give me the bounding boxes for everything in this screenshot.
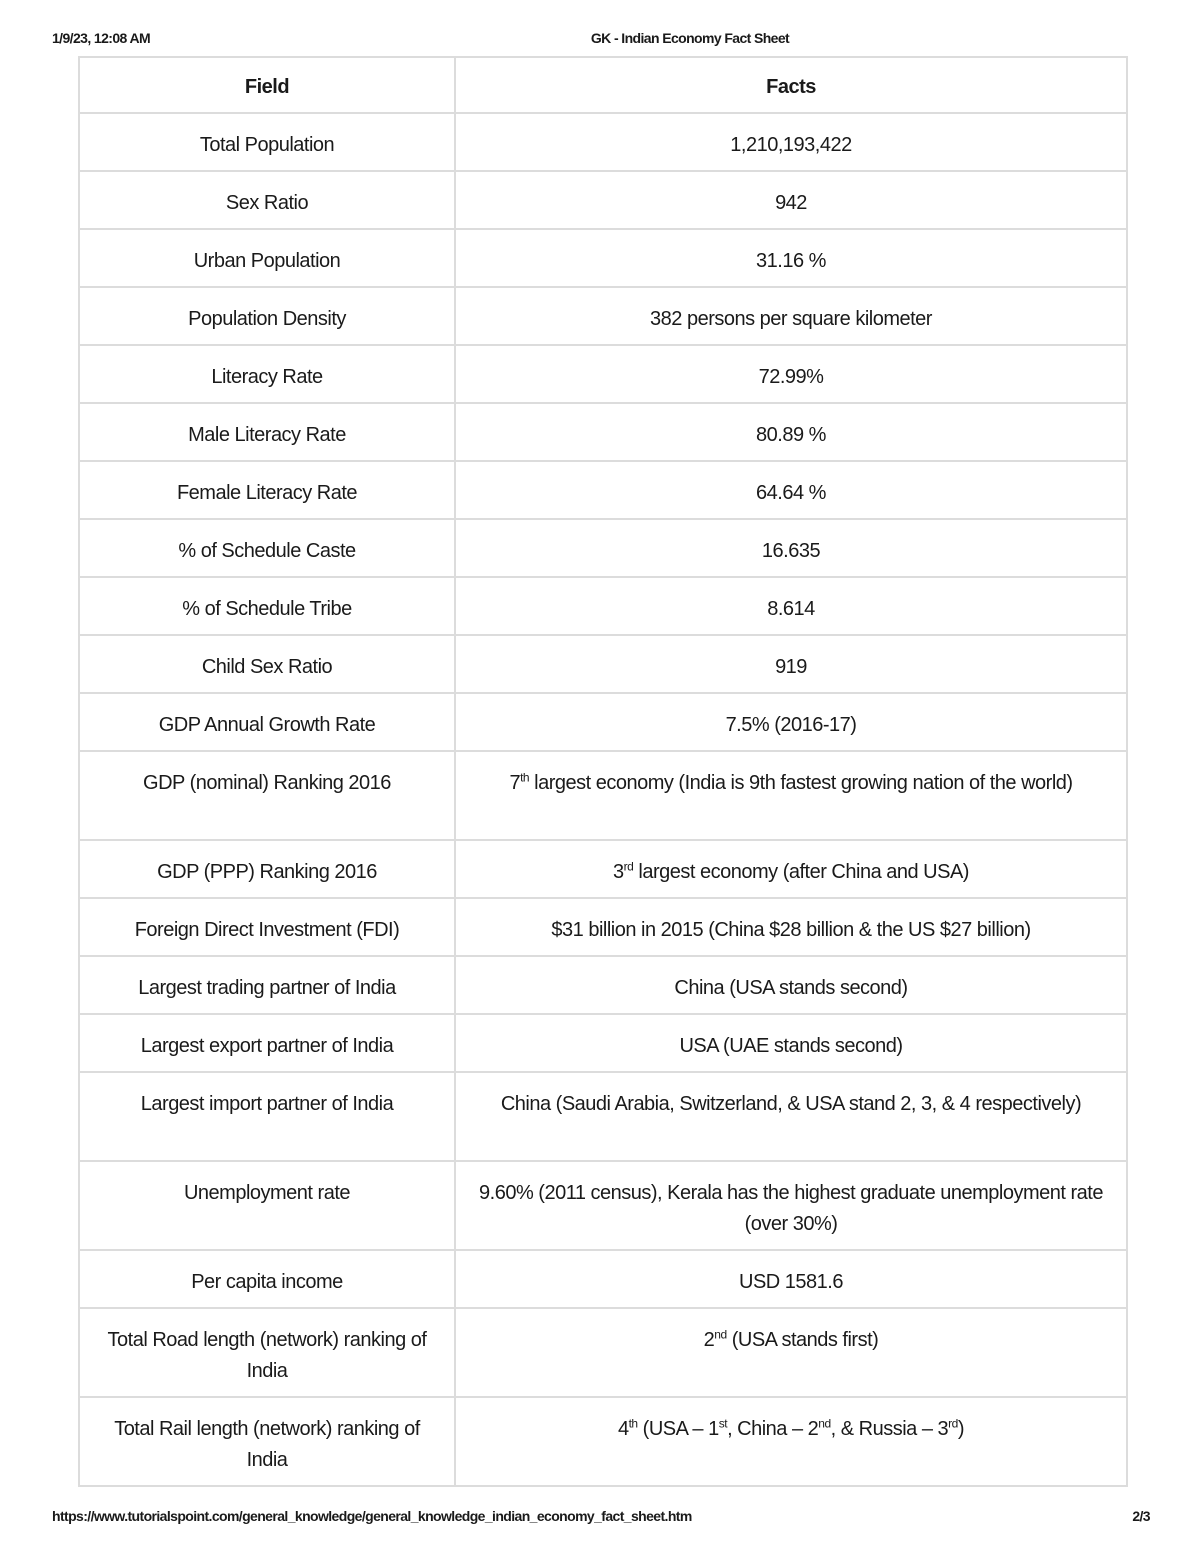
fact-cell: 7.5% (2016-17): [455, 693, 1127, 751]
fact-cell: China (Saudi Arabia, Switzerland, & USA stand 2, 3, & 4 respectively): [455, 1072, 1127, 1161]
table-row: [79, 635, 1127, 693]
table-row: [79, 577, 1127, 635]
table-row: [79, 956, 1127, 1014]
table-row: [79, 171, 1127, 229]
table-row: [79, 1250, 1127, 1308]
table-row: [79, 1161, 1127, 1250]
fact-cell: 382 persons per square kilometer: [455, 287, 1127, 345]
table-row: [79, 403, 1127, 461]
field-cell: Sex Ratio: [79, 171, 455, 229]
table-row: [79, 461, 1127, 519]
table-row: [79, 345, 1127, 403]
fact-text: , China – 2: [727, 1418, 819, 1440]
fact-text: largest economy (India is 9th fastest growing nation of the world): [529, 772, 1073, 794]
fact-cell: 9.60% (2011 census), Kerala has the highest graduate unemployment rate (over 30%): [455, 1161, 1127, 1250]
fact-cell: 80.89 %: [455, 403, 1127, 461]
fact-cell: 1,210,193,422: [455, 113, 1127, 171]
fact-text: , & Russia – 3: [830, 1418, 949, 1440]
fact-cell: $31 billion in 2015 (China $28 billion & the US $27 billion): [455, 898, 1127, 956]
field-cell: Largest trading partner of India: [79, 956, 455, 1014]
fact-sheet-table-container: [78, 56, 1126, 1487]
fact-cell: China (USA stands second): [455, 956, 1127, 1014]
field-cell: GDP (PPP) Ranking 2016: [79, 840, 455, 898]
fact-cell: USD 1581.6: [455, 1250, 1127, 1308]
field-cell: % of Schedule Tribe: [79, 577, 455, 635]
field-cell: Per capita income: [79, 1250, 455, 1308]
table-row: [79, 898, 1127, 956]
fact-cell: [455, 751, 1127, 840]
fact-cell: 942: [455, 171, 1127, 229]
ordinal-suffix: rd: [623, 859, 634, 874]
table-row: [79, 751, 1127, 840]
field-cell: Unemployment rate: [79, 1161, 455, 1250]
table-row: [79, 519, 1127, 577]
fact-cell: [455, 1397, 1127, 1486]
column-header-field: Field: [79, 57, 455, 113]
table-row: [79, 113, 1127, 171]
page-number: 2/3: [1132, 1508, 1150, 1524]
table-row: [79, 287, 1127, 345]
field-cell: Total Rail length (network) ranking of India: [79, 1397, 455, 1486]
fact-text: 7: [509, 772, 521, 794]
table-row: [79, 1014, 1127, 1072]
fact-text: 3: [613, 861, 624, 883]
fact-cell: 919: [455, 635, 1127, 693]
fact-cell: 8.614: [455, 577, 1127, 635]
field-cell: % of Schedule Caste: [79, 519, 455, 577]
field-cell: Largest import partner of India: [79, 1072, 455, 1161]
ordinal-suffix: th: [628, 1416, 638, 1431]
ordinal-suffix: st: [718, 1416, 728, 1431]
ordinal-suffix: nd: [714, 1327, 727, 1342]
table-row: [79, 840, 1127, 898]
fact-cell: 16.635: [455, 519, 1127, 577]
fact-text: (USA – 1: [637, 1418, 719, 1440]
page-title: GK - Indian Economy Fact Sheet: [590, 30, 790, 46]
table-header-row: [79, 57, 1127, 113]
fact-text: largest economy (after China and USA): [633, 861, 969, 883]
fact-cell: 64.64 %: [455, 461, 1127, 519]
table-row: [79, 229, 1127, 287]
fact-text: ): [957, 1418, 965, 1440]
page-url: https://www.tutorialspoint.com/general_knowledge/general_knowledge_indian_economy_fact_sheet.htm: [52, 1508, 692, 1524]
fact-cell: 72.99%: [455, 345, 1127, 403]
field-cell: GDP (nominal) Ranking 2016: [79, 751, 455, 840]
field-cell: Female Literacy Rate: [79, 461, 455, 519]
field-cell: Literacy Rate: [79, 345, 455, 403]
print-datetime: 1/9/23, 12:08 AM: [52, 30, 151, 46]
field-cell: Population Density: [79, 287, 455, 345]
table-row: [79, 693, 1127, 751]
fact-cell: USA (UAE stands second): [455, 1014, 1127, 1072]
fact-cell: [455, 1308, 1127, 1397]
ordinal-suffix: nd: [818, 1416, 831, 1431]
fact-cell: [455, 840, 1127, 898]
field-cell: Foreign Direct Investment (FDI): [79, 898, 455, 956]
field-cell: GDP Annual Growth Rate: [79, 693, 455, 751]
column-header-facts: Facts: [455, 57, 1127, 113]
ordinal-suffix: th: [520, 770, 530, 785]
fact-text: 2: [703, 1329, 715, 1351]
field-cell: Child Sex Ratio: [79, 635, 455, 693]
field-cell: Total Road length (network) ranking of India: [79, 1308, 455, 1397]
fact-text: (USA stands first): [726, 1329, 879, 1351]
field-cell: Urban Population: [79, 229, 455, 287]
field-cell: Total Population: [79, 113, 455, 171]
table-row: [79, 1397, 1127, 1486]
fact-cell: 31.16 %: [455, 229, 1127, 287]
table-row: [79, 1072, 1127, 1161]
fact-sheet-table: [78, 56, 1128, 1487]
fact-text: 4: [617, 1418, 629, 1440]
field-cell: Largest export partner of India: [79, 1014, 455, 1072]
ordinal-suffix: rd: [948, 1416, 958, 1431]
field-cell: Male Literacy Rate: [79, 403, 455, 461]
table-row: [79, 1308, 1127, 1397]
